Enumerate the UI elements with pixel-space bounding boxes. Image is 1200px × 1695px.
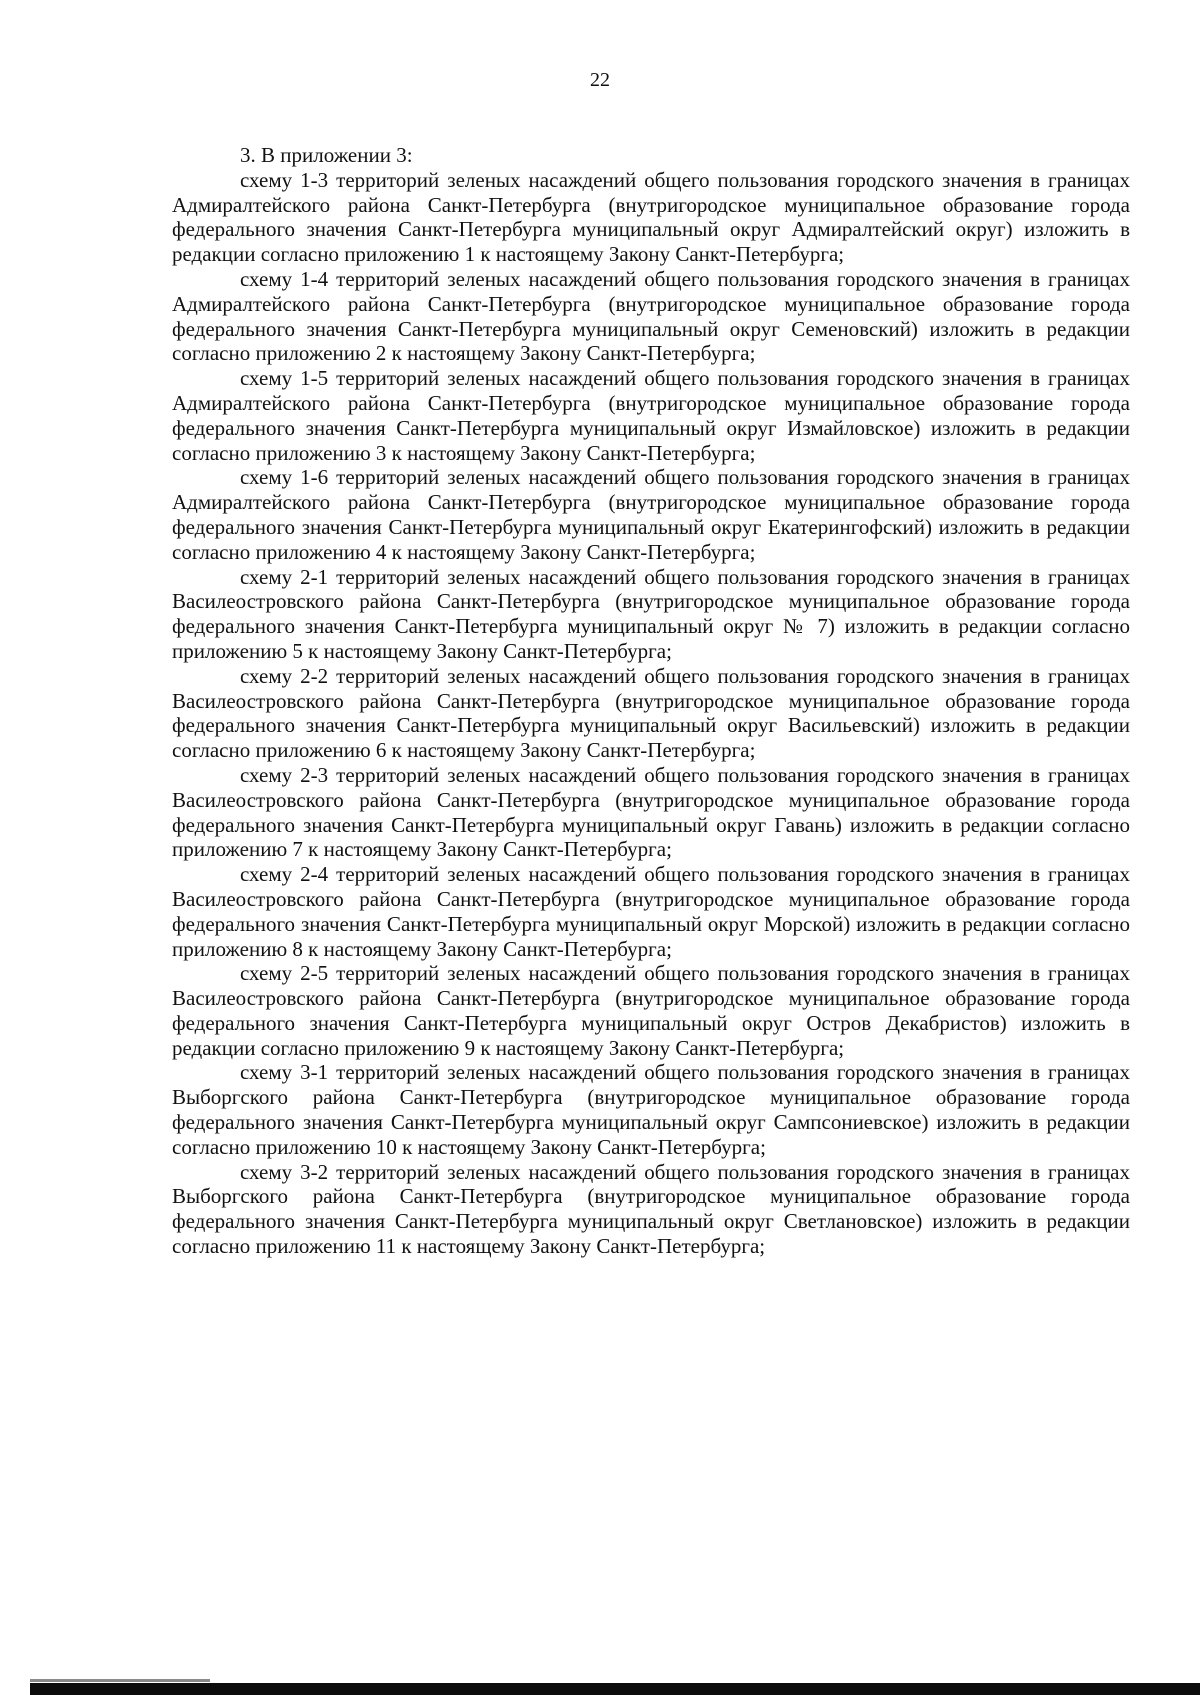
section-heading: 3. В приложении 3: xyxy=(240,143,413,167)
page-number: 22 xyxy=(590,69,610,91)
clause-scheme-1-4: схему 1-4 территорий зеленых насаждений общего пользования городского значения в границах Адмиралтейского района Санкт-Петербурга (внутригородское муниципальное образование города федерального значения Санкт-Петербурга муниципальный округ Семеновский) изложить в редакции согласно приложению 2 к настоящему Закону Санкт-Петербурга; xyxy=(172,266,1130,366)
clause-scheme-3-2: схему 3-2 территорий зеленых насаждений общего пользования городского значения в границах Выборгского района Санкт-Петербурга (внутригородское муниципальное образование города федерального значения Санкт-Петербурга муниципальный округ Светлановское) изложить в редакции согласно приложению 11 к настоящему Закону Санкт-Петербурга; xyxy=(172,1159,1130,1259)
scan-edge-highlight xyxy=(30,1679,210,1682)
document-body xyxy=(172,143,1130,1259)
clause-scheme-1-6: схему 1-6 территорий зеленых насаждений общего пользования городского значения в границах Адмиралтейского района Санкт-Петербурга (внутригородское муниципальное образование города федерального значения Санкт-Петербурга муниципальный округ Екатерингофский) изложить в редакции согласно приложению 4 к настоящему Закону Санкт-Петербурга; xyxy=(172,465,1130,564)
clause-scheme-2-4: схему 2-4 территорий зеленых насаждений общего пользования городского значения в границах Василеостровского района Санкт-Петербурга (внутригородское муниципальное образование города федерального значения Санкт-Петербурга муниципальный округ Морской) изложить в редакции согласно приложению 8 к настоящему Закону Санкт-Петербурга; xyxy=(172,862,1130,961)
clause-scheme-2-1: схему 2-1 территорий зеленых насаждений общего пользования городского значения в границах Василеостровского района Санкт-Петербурга (внутригородское муниципальное образование города федерального значения Санкт-Петербурга муниципальный округ № 7) изложить в редакции согласно приложению 5 к настоящему Закону Санкт-Петербурга; xyxy=(172,564,1130,663)
clause-scheme-2-2: схему 2-2 территорий зеленых насаждений общего пользования городского значения в границах Василеостровского района Санкт-Петербурга (внутригородское муниципальное образование города федерального значения Санкт-Петербурга муниципальный округ Васильевский) изложить в редакции согласно приложению 6 к настоящему Закону Санкт-Петербурга; xyxy=(172,663,1130,763)
clause-scheme-2-5: схему 2-5 территорий зеленых насаждений общего пользования городского значения в границах Василеостровского района Санкт-Петербурга (внутригородское муниципальное образование города федерального значения Санкт-Петербурга муниципальный округ Остров Декабристов) изложить в редакции согласно приложению 9 к настоящему Закону Санкт-Петербурга; xyxy=(172,961,1130,1060)
clause-scheme-1-5: схему 1-5 территорий зеленых насаждений общего пользования городского значения в границах Адмиралтейского района Санкт-Петербурга (внутригородское муниципальное образование города федерального значения Санкт-Петербурга муниципальный округ Измайловское) изложить в редакции согласно приложению 3 к настоящему Закону Санкт-Петербурга; xyxy=(172,366,1130,465)
clause-scheme-3-1: схему 3-1 территорий зеленых насаждений общего пользования городского значения в границах Выборгского района Санкт-Петербурга (внутригородское муниципальное образование города федерального значения Санкт-Петербурга муниципальный округ Сампсониевское) изложить в редакции согласно приложению 10 к настоящему Закону Санкт-Петербурга; xyxy=(172,1060,1130,1159)
clause-scheme-2-3: схему 2-3 территорий зеленых насаждений общего пользования городского значения в границах Василеостровского района Санкт-Петербурга (внутригородское муниципальное образование города федерального значения Санкт-Петербурга муниципальный округ Гавань) изложить в редакции согласно приложению 7 к настоящему Закону Санкт-Петербурга; xyxy=(172,762,1130,862)
clause-scheme-1-3: схему 1-3 территорий зеленых насаждений общего пользования городского значения в границах Адмиралтейского района Санкт-Петербурга (внутригородское муниципальное образование города федерального значения Санкт-Петербурга муниципальный округ Адмиралтейский округ) изложить в редакции согласно приложению 1 к настоящему Закону Санкт-Петербурга; xyxy=(172,167,1130,267)
scan-bottom-edge xyxy=(30,1683,1200,1695)
